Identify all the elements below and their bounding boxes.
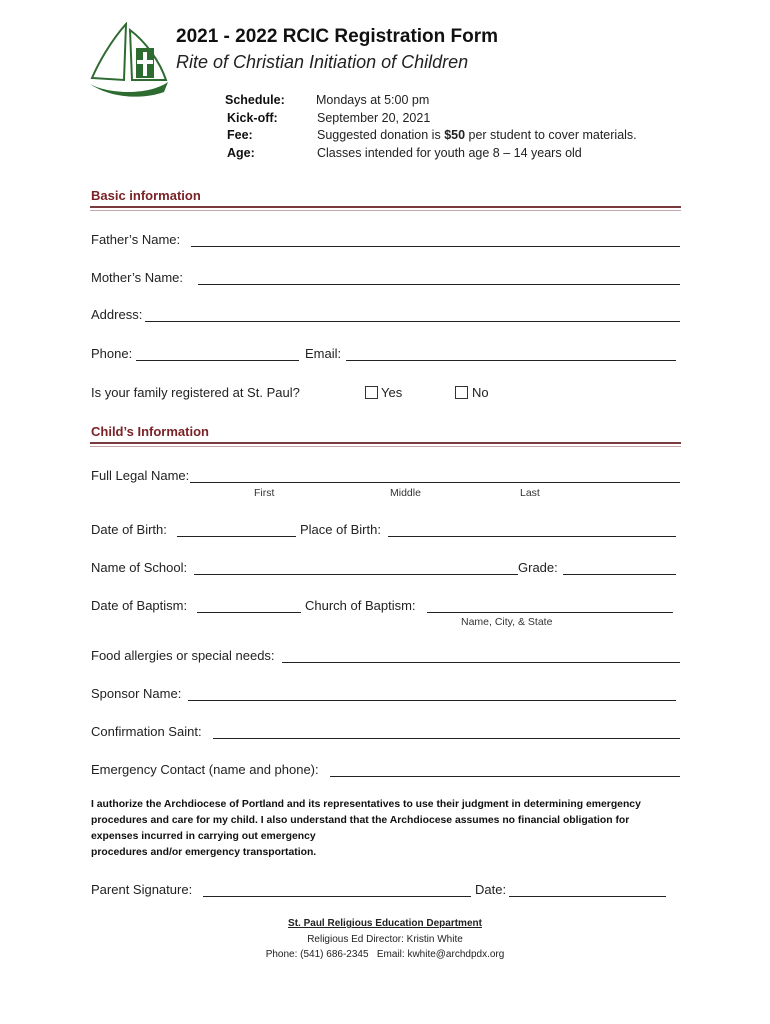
authorization-statement (91, 797, 681, 861)
schedule-value: Mondays at 5:00 pm (316, 93, 430, 107)
baptism-church-field[interactable] (427, 612, 673, 613)
section-divider (90, 206, 681, 208)
authorization-line: procedures and/or emergency transportation. (91, 847, 317, 858)
church-caption: Name, City, & State (461, 616, 553, 628)
allergies-label: Food allergies or special needs: (91, 648, 275, 663)
date-field[interactable] (509, 896, 666, 897)
legal-name-field[interactable] (190, 482, 680, 483)
sponsor-label: Sponsor Name: (91, 686, 182, 701)
authorization-line: expenses incurred in carrying out emergency (91, 831, 316, 842)
legal-name-label: Full Legal Name: (91, 468, 190, 483)
parent-signature-field[interactable] (203, 896, 471, 897)
confirmation-saint-field[interactable] (213, 738, 680, 739)
sponsor-field[interactable] (188, 700, 676, 701)
yes-checkbox[interactable] (365, 386, 378, 399)
dob-label: Date of Birth: (91, 522, 167, 537)
registered-question: Is your family registered at St. Paul? (91, 385, 300, 400)
authorization-line: procedures and care for my child. I also understand that the Archdiocese assumes no financial obligation for (91, 815, 630, 826)
school-field[interactable] (194, 574, 518, 575)
email-label: Email: (305, 346, 342, 361)
sailboat-cross-logo-icon (88, 22, 170, 98)
father-name-label: Father’s Name: (91, 232, 181, 247)
schedule-label: Schedule: (225, 93, 285, 107)
school-label: Name of School: (91, 560, 188, 575)
mother-name-field[interactable] (198, 284, 680, 285)
age-label: Age: (227, 146, 255, 160)
fee-amount: $50 (444, 128, 466, 142)
pob-label: Place of Birth: (300, 522, 381, 537)
kickoff-label: Kick-off: (227, 111, 278, 125)
footer-director: Religious Ed Director: Kristin White (307, 934, 463, 945)
basic-info-heading: Basic information (91, 188, 201, 203)
section-divider-thin (90, 446, 681, 447)
fee-prefix: Suggested donation is (317, 128, 445, 142)
no-label: No (472, 385, 489, 400)
allergies-field[interactable] (282, 662, 680, 663)
footer-contact: Phone: (541) 686-2345 Email: kwhite@archdpdx.org (265, 949, 505, 960)
baptism-date-field[interactable] (197, 612, 301, 613)
father-name-field[interactable] (191, 246, 680, 247)
pob-field[interactable] (388, 536, 676, 537)
fee-label: Fee: (227, 128, 253, 142)
middle-name-caption: Middle (390, 487, 421, 499)
confirmation-saint-label: Confirmation Saint: (91, 724, 202, 739)
child-info-heading: Child’s Information (91, 424, 209, 439)
email-field[interactable] (346, 360, 676, 361)
fee-suffix: per student to cover materials. (465, 128, 637, 142)
footer-department: St. Paul Religious Education Department (288, 918, 482, 929)
address-field[interactable] (145, 321, 680, 322)
section-divider-thin (90, 210, 681, 211)
baptism-church-label: Church of Baptism: (305, 598, 416, 613)
first-name-caption: First (254, 487, 275, 499)
phone-label: Phone: (91, 346, 133, 361)
parent-signature-label: Parent Signature: (91, 882, 193, 897)
mother-name-label: Mother’s Name: (91, 270, 183, 285)
grade-field[interactable] (563, 574, 676, 575)
grade-label: Grade: (518, 560, 558, 575)
kickoff-value: September 20, 2021 (317, 111, 431, 125)
fee-value (317, 128, 637, 142)
baptism-date-label: Date of Baptism: (91, 598, 188, 613)
emergency-contact-label: Emergency Contact (name and phone): (91, 762, 319, 777)
age-value: Classes intended for youth age 8 – 14 years old (317, 146, 582, 160)
last-name-caption: Last (520, 487, 540, 499)
form-title: 2021 - 2022 RCIC Registration Form (176, 26, 499, 47)
phone-field[interactable] (136, 360, 299, 361)
address-label: Address: (91, 307, 143, 322)
form-subtitle: Rite of Christian Initiation of Children (176, 52, 469, 72)
dob-field[interactable] (177, 536, 296, 537)
date-label: Date: (475, 882, 507, 897)
no-checkbox[interactable] (455, 386, 468, 399)
section-divider (90, 442, 681, 444)
yes-label: Yes (381, 385, 403, 400)
emergency-contact-field[interactable] (330, 776, 680, 777)
authorization-line: I authorize the Archdiocese of Portland and its representatives to use their judgment in determining emergency (91, 799, 641, 810)
